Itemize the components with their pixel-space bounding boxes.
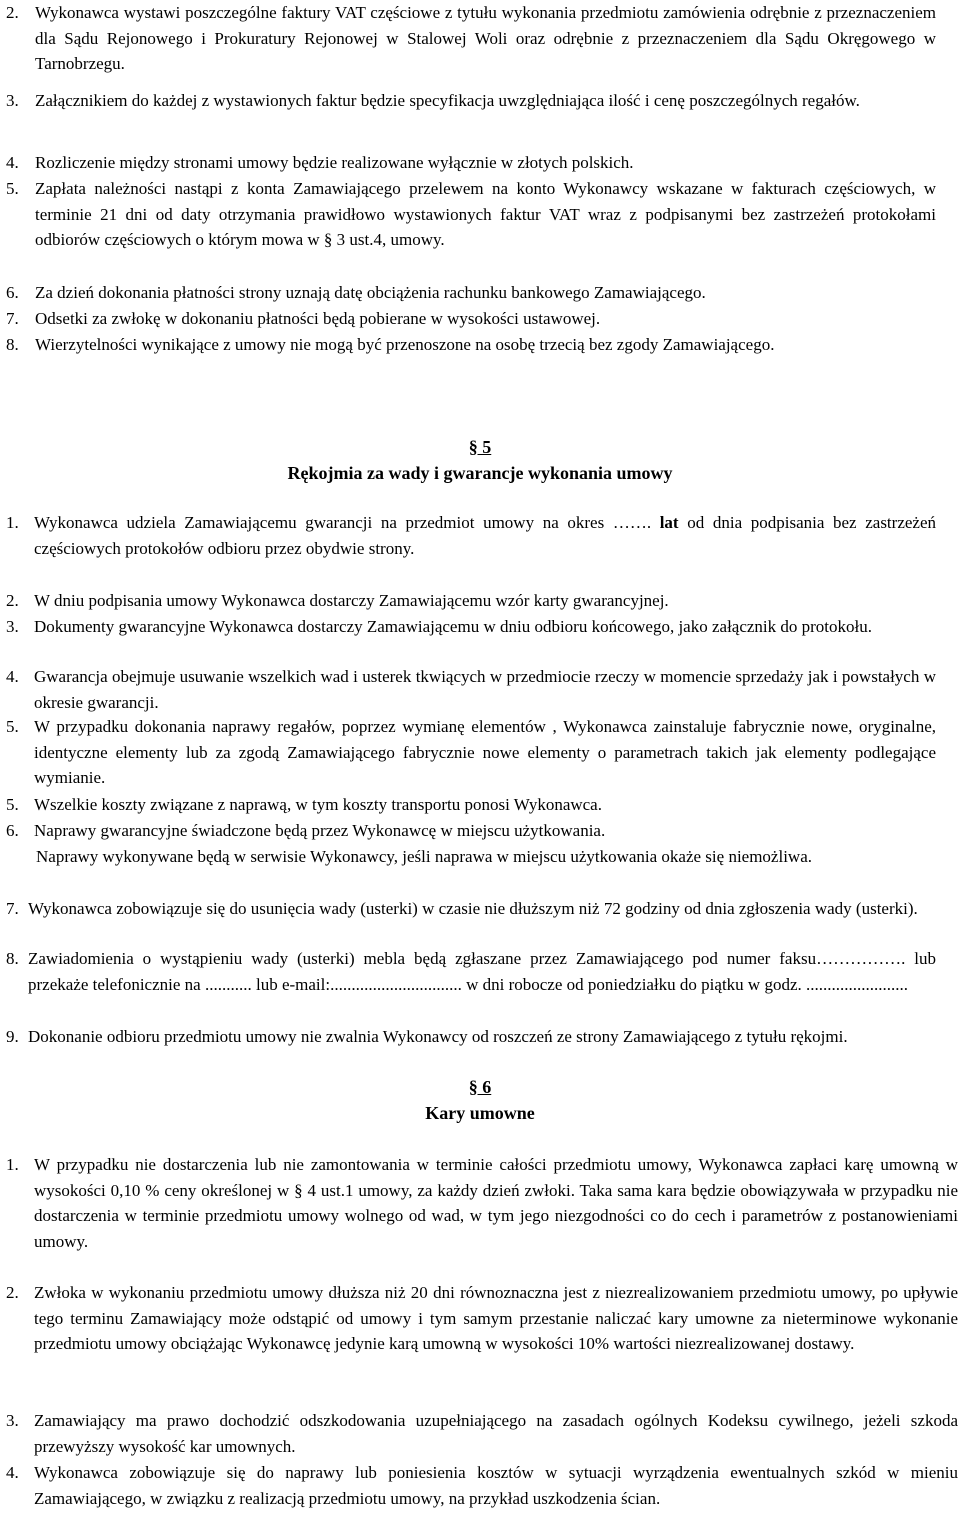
item-number: 1.: [6, 1155, 19, 1174]
item-text: Wykonawca zobowiązuje się do usunięcia wady (usterki) w czasie nie dłuższym niż 72 godziny od dnia zgłoszenia wady (usterki).: [28, 899, 918, 918]
item-number: 7.: [6, 899, 19, 918]
item-number: 2.: [6, 1283, 19, 1302]
list-item: [6, 332, 936, 358]
item-text-bold: lat: [659, 513, 679, 532]
item-continuation: Naprawy wykonywane będą w serwisie Wykonawcy, jeśli naprawa w miejscu użytkowania okaże się niemożliwa.: [36, 847, 812, 866]
section-title: Kary umowne: [425, 1103, 535, 1123]
section-heading: [0, 1074, 960, 1126]
item-text: Zwłoka w wykonaniu przedmiotu umowy dłuższa niż 20 dni równoznaczna jest z niezrealizowaniem przedmiotu umowy, po upływie tego terminu Zamawiający może odstąpić od umowy i tym samym przestanie naliczać kary umowne za nieterminowe wykonanie przedmiotu umowy obciążając Wykonawcę jedynie karą umowną w wysokości 10% wartości niezrealizowanej dostawy.: [34, 1283, 958, 1354]
item-text: Gwarancja obejmuje usuwanie wszelkich wad i usterek tkwiących w przedmiocie rzeczy w momencie sprzedaży jak i powstałych w okresie gwarancji.: [34, 667, 936, 712]
list-item: [6, 1280, 958, 1357]
item-number: 7.: [6, 309, 19, 328]
list-item: [6, 614, 936, 640]
item-number: 3.: [6, 91, 19, 110]
item-number: 5.: [6, 717, 19, 736]
list-item: [6, 896, 936, 922]
list-item: [6, 818, 936, 844]
item-text: Dokonanie odbioru przedmiotu umowy nie zwalnia Wykonawcy od roszczeń ze strony Zamawiającego z tytułu rękojmi.: [28, 1027, 848, 1046]
item-number: 3.: [6, 1411, 19, 1430]
list-item: [6, 0, 936, 77]
item-text-after: od dnia podpisania bez zastrzeżeń częściowych protokołów odbioru przez obydwie strony.: [34, 513, 936, 558]
section-symbol: § 6: [468, 1077, 492, 1097]
item-number: 6.: [6, 283, 19, 302]
item-number: 2.: [6, 3, 19, 22]
item-text: Wierzytelności wynikające z umowy nie mogą być przenoszone na osobę trzecią bez zgody Zamawiającego.: [35, 335, 775, 354]
item-text: Wszelkie koszty związane z naprawą, w tym koszty transportu ponosi Wykonawca.: [34, 795, 602, 814]
item-text: Naprawy gwarancyjne świadczone będą przez Wykonawcę w miejscu użytkowania.: [34, 821, 606, 840]
list-item: [6, 150, 936, 176]
item-number: 4.: [6, 1463, 19, 1482]
item-text: W przypadku dokonania naprawy regałów, poprzez wymianę elementów , Wykonawca zainstaluje fabrycznie nowe, oryginalne, identyczne elementy lub za zgodą Zamawiającego fabrycznie nowe elementy o parametrach takich jak elementy podlegające wymianie.: [34, 717, 936, 788]
item-text: Zapłata należności nastąpi z konta Zamawiającego przelewem na konto Wykonawcy wskazane w fakturach częściowych, w terminie 21 dni od daty otrzymania prawidłowo wystawionych faktur VAT wraz z podpisanymi bez zastrzeżeń protokołami odbiorów częściowych o którym mowa w § 3 ust.4, umowy.: [35, 179, 936, 250]
item-number: 2.: [6, 591, 19, 610]
list-item: [6, 588, 936, 614]
item-text: W przypadku nie dostarczenia lub nie zamontowania w terminie całości przedmiotu umowy, Wykonawca zapłaci karę umowną w wysokości 0,10 % ceny określonej w § 4 ust.1 umowy, za każdy dzień zwłoki. Taka sama kara będzie obowiązywała w przypadku nie dostarczenia w terminie przedmiotu umowy wolnego od wad, w tym jego niezgodności co do cech i parametrów z postanowieniami umowy.: [34, 1155, 958, 1251]
item-number: 8.: [6, 335, 19, 354]
item-number: 5.: [6, 179, 19, 198]
list-item: [6, 1152, 958, 1254]
item-text: Rozliczenie między stronami umowy będzie realizowane wyłącznie w złotych polskich.: [35, 153, 634, 172]
list-item: [6, 88, 936, 114]
list-item: [6, 946, 936, 997]
list-item: [6, 510, 936, 561]
item-number: 8.: [6, 949, 19, 968]
item-text: Dokumenty gwarancyjne Wykonawca dostarczy Zamawiającemu w dniu odbioru końcowego, jako załącznik do protokołu.: [34, 617, 873, 636]
item-number: 9.: [6, 1027, 19, 1046]
list-item: [6, 792, 936, 818]
list-item: [6, 1408, 958, 1459]
item-number: 6.: [6, 821, 19, 840]
item-number: 4.: [6, 667, 19, 686]
item-text: Za dzień dokonania płatności strony uznają datę obciążenia rachunku bankowego Zamawiającego.: [35, 283, 706, 302]
item-text: Wykonawca wystawi poszczególne faktury VAT częściowe z tytułu wykonania przedmiotu zamówienia odrębnie z przeznaczeniem dla Sądu Rejonowego i Prokuratury Rejonowej w Stalowej Woli oraz odrębnie z przeznaczeniem dla Sądu Okręgowego w Tarnobrzegu.: [35, 3, 936, 74]
list-item: [6, 306, 936, 332]
item-text: Zawiadomienia o wystąpieniu wady (usterki) mebla będą zgłaszane przez Zamawiającego pod numer faksu……………. lub przekaże telefonicznie na ........... lub e-mail:............................... w dni robocze od poniedziałku do piątku w godz. ........................: [28, 949, 936, 994]
list-item: [6, 714, 936, 791]
item-number: 4.: [6, 153, 19, 172]
section-title: Rękojmia za wady i gwarancje wykonania umowy: [287, 463, 673, 483]
item-number: 3.: [6, 617, 19, 636]
item-text: [34, 510, 936, 561]
section-heading: [0, 434, 960, 486]
item-text: Odsetki za zwłokę w dokonaniu płatności będą pobierane w wysokości ustawowej.: [35, 309, 601, 328]
item-text: Zamawiający ma prawo dochodzić odszkodowania uzupełniającego na zasadach ogólnych Kodeksu cywilnego, jeżeli szkoda przewyższy wysokość kar umownych.: [34, 1411, 958, 1456]
list-item: [6, 1024, 936, 1050]
list-item: [6, 1460, 958, 1511]
section-symbol: § 5: [468, 437, 492, 457]
list-item: [6, 664, 936, 715]
item-number: 1.: [6, 513, 19, 532]
item-text: Wykonawca zobowiązuje się do naprawy lub poniesienia kosztów w sytuacji wyrządzenia ewentualnych szkód w mieniu Zamawiającego, w związku z realizacją przedmiotu umowy, na przykład uszkodzenia ścian.: [34, 1463, 958, 1508]
list-item: [6, 280, 936, 306]
item-text-before: Wykonawca udziela Zamawiającemu gwarancji na przedmiot umowy na okres …….: [34, 513, 660, 532]
item-text: W dniu podpisania umowy Wykonawca dostarczy Zamawiającemu wzór karty gwarancyjnej.: [34, 591, 669, 610]
item-text: Załącznikiem do każdej z wystawionych faktur będzie specyfikacja uwzględniająca ilość i cenę poszczególnych regałów.: [35, 91, 860, 110]
list-item: [6, 176, 936, 253]
item-number: 5.: [6, 795, 19, 814]
